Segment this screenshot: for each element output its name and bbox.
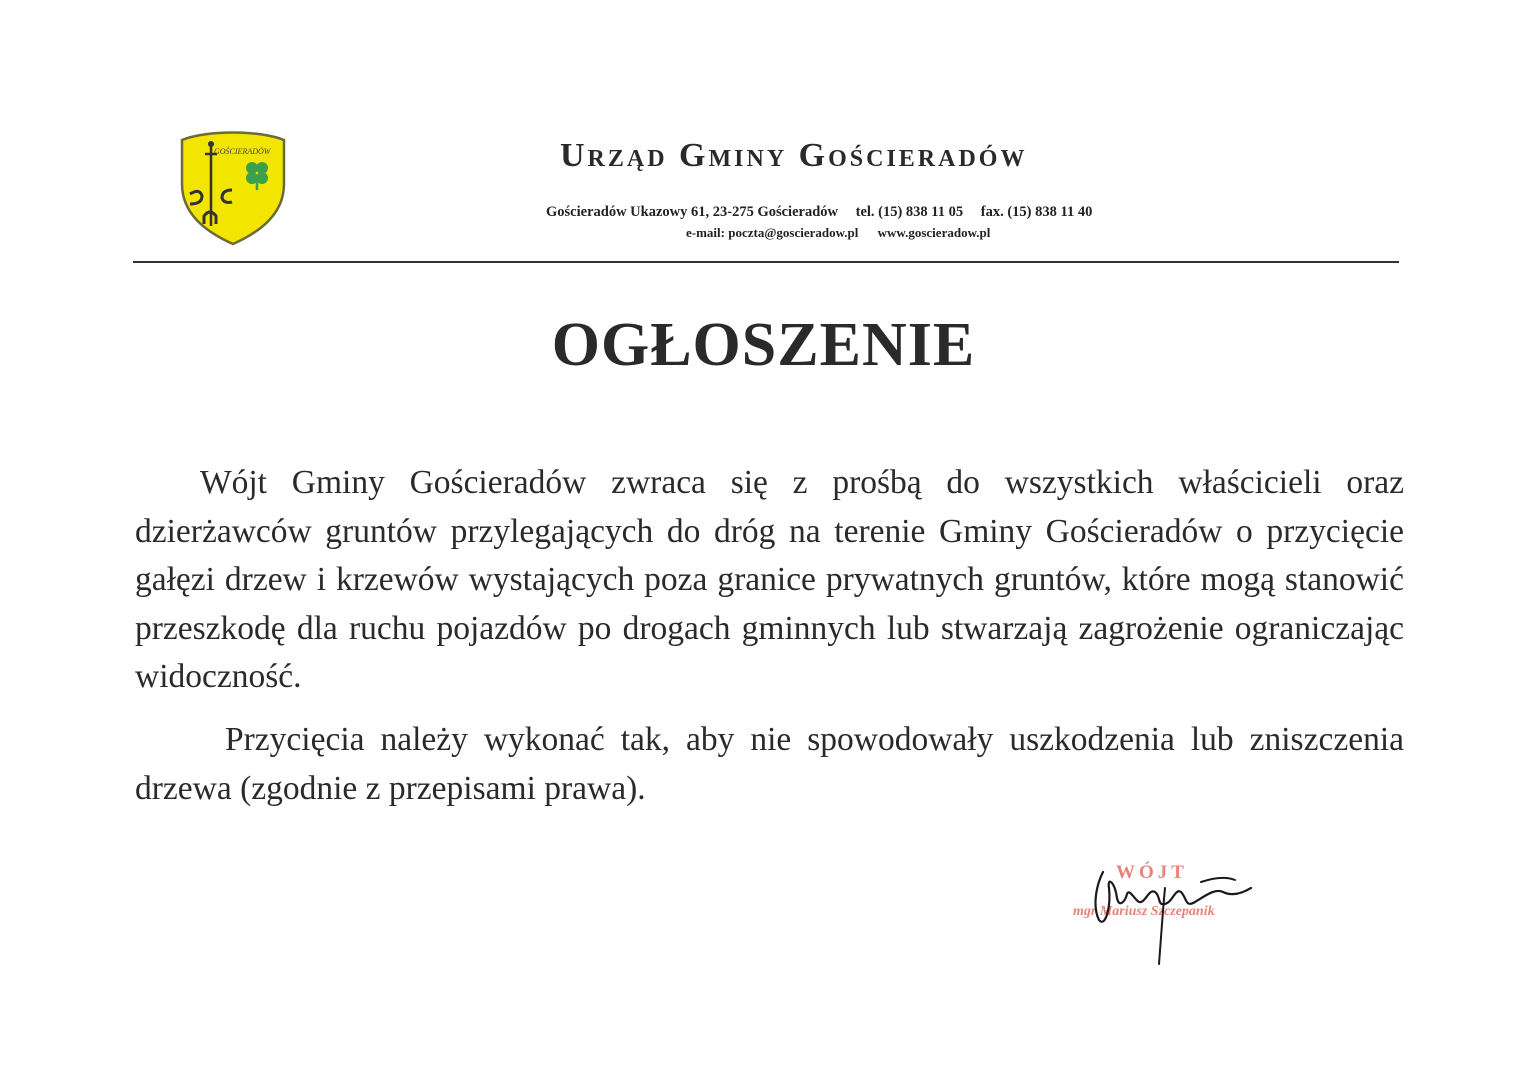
signature-icon — [1065, 858, 1265, 968]
paragraph-2: Przycięcia należy wykonać tak, aby nie spowodowały uszkodzenia lub zniszczenia drzewa (zgodnie z przepisami prawa). — [135, 721, 1404, 807]
header-divider — [133, 261, 1399, 263]
website-address: www.goscieradow.pl — [877, 225, 991, 240]
coat-of-arms-icon — [176, 128, 290, 246]
fax-number: fax. (15) 838 11 40 — [980, 204, 1093, 220]
stamp-name: mgr Mariusz Szczepanik — [1073, 904, 1215, 919]
phone-number: tel. (15) 838 11 05 — [855, 204, 964, 220]
postal-address: Gościeradów Ukazowy 61, 23-275 Gościeradów — [546, 204, 838, 220]
contact-line — [686, 225, 1086, 241]
paragraph-1: Wójt Gminy Gościeradów zwraca się z prośbą do wszystkich właścicieli oraz dzierżawców gruntów przylegających do dróg na terenie Gminy Gościeradów o przycięcie gałęzi drzew i krzewów wystających poza granice prywatnych gruntów, które mogą stanowić przeszkodę dla ruchu pojazdów po drogach gminnych lub stwarzają zagrożenie ograniczając widoczność. — [135, 464, 1404, 695]
crest-label: GOŚCIERADÓW — [214, 147, 271, 156]
address-line — [546, 204, 1166, 221]
institution-name: Urząd Gminy Gościeradów — [560, 137, 1028, 174]
document-title: OGŁOSZENIE — [551, 311, 976, 379]
email-address: e-mail: poczta@goscieradow.pl — [686, 225, 859, 240]
stamp-title: WÓJT — [1116, 862, 1188, 883]
